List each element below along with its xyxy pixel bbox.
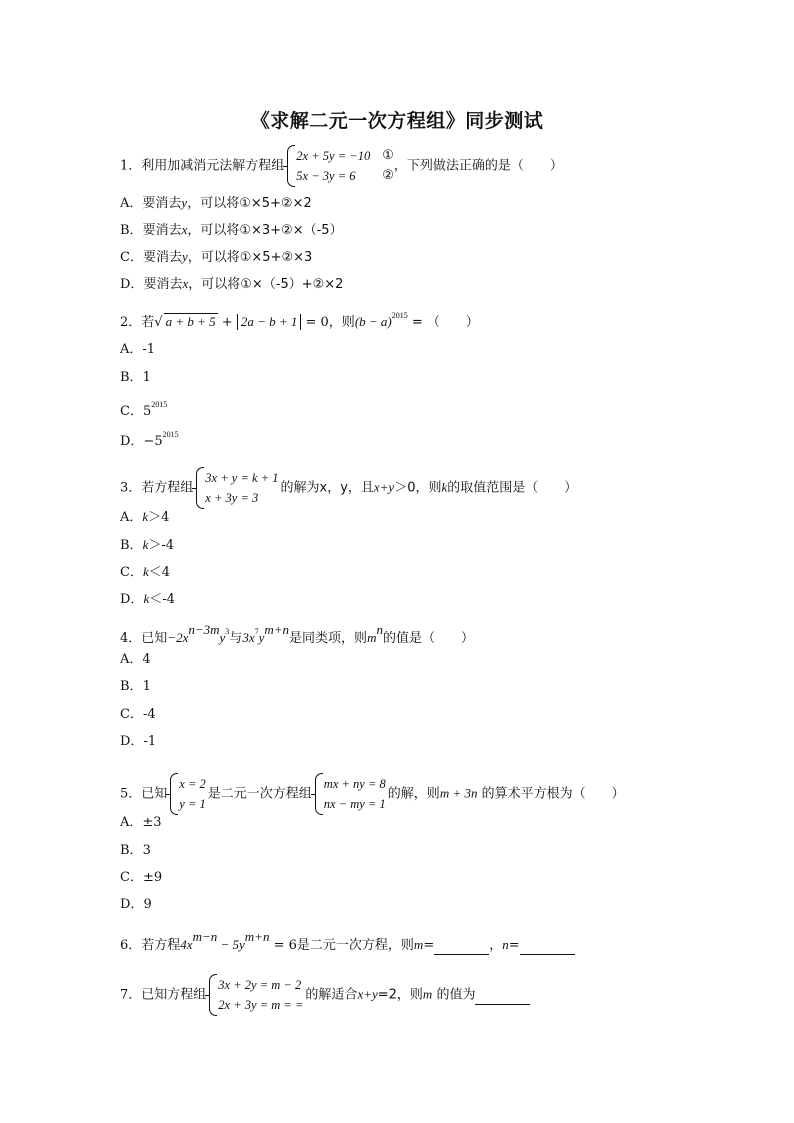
option-exponent: 2015 xyxy=(151,400,168,409)
answer-blank-m[interactable] xyxy=(434,938,489,955)
term-1-exponent: m−n xyxy=(192,929,218,944)
option-text: 1 xyxy=(142,370,151,385)
option-var: x xyxy=(182,276,189,291)
option-text: ＜-4 xyxy=(149,592,175,607)
option-var: k xyxy=(142,537,149,552)
term-1-y-exponent: 3 xyxy=(225,627,230,636)
option-b xyxy=(120,222,343,239)
solution-y: y = 1 xyxy=(179,797,206,811)
absolute-value: 2a − b + 1 xyxy=(237,314,302,330)
question-stem: ＞0，则 xyxy=(394,480,442,496)
option-text: ＞-4 xyxy=(148,538,175,553)
question-stem-end: 的算术平方根为（ ） xyxy=(477,786,625,802)
question-stem: 与 xyxy=(229,631,243,646)
option-c xyxy=(120,397,167,420)
option-c xyxy=(120,564,170,581)
option-exponent: 2015 xyxy=(162,430,179,439)
question-stem: ，则 xyxy=(328,315,355,330)
question-stem: 已知 xyxy=(141,631,168,646)
option-a xyxy=(120,195,312,212)
question-stem-end: ，下列做法正确的是（ ） xyxy=(393,158,563,174)
term-1: 4x xyxy=(180,937,193,952)
solution-x: x = 2 xyxy=(179,777,206,791)
option-c xyxy=(120,707,156,723)
equation-1: 3x + y = k + 1 xyxy=(205,471,279,485)
power-exponent: n xyxy=(376,622,383,637)
option-c xyxy=(120,249,312,266)
question-number: 3． xyxy=(120,480,142,496)
question-stem: 的解为x，y，且 xyxy=(280,480,374,496)
question-stem: 已知方程组 xyxy=(141,987,207,1003)
option-c xyxy=(120,870,162,886)
option-a xyxy=(120,509,169,526)
question-number: 1． xyxy=(120,158,142,174)
option-label: D． xyxy=(120,734,144,749)
question-number: 6． xyxy=(120,938,142,953)
variable-n: n xyxy=(502,937,509,952)
option-text: 1 xyxy=(142,679,151,694)
question-number: 2． xyxy=(120,315,142,330)
separator: ， xyxy=(489,938,503,953)
option-text: ，可以将①×（-5）+②×2 xyxy=(188,277,344,292)
option-text: 9 xyxy=(143,897,152,912)
equals-zero: = 0 xyxy=(301,315,329,330)
option-text: ±9 xyxy=(142,870,163,885)
option-label: D． xyxy=(120,592,144,607)
option-label: D． xyxy=(120,434,144,449)
question-1 xyxy=(120,146,563,186)
option-label: A． xyxy=(120,815,143,830)
question-6 xyxy=(120,929,575,955)
sqrt-sign: √ xyxy=(154,315,163,330)
option-text: -1 xyxy=(143,734,157,749)
question-stem: =2，则 xyxy=(377,987,423,1003)
equation-system xyxy=(209,975,303,1015)
option-var: k xyxy=(142,509,149,524)
option-text: ＜4 xyxy=(148,565,171,580)
option-text: 要消去 xyxy=(143,277,183,292)
option-label: C． xyxy=(120,404,143,419)
variable-k: k xyxy=(441,479,448,495)
option-label: D． xyxy=(120,277,144,292)
equation-system xyxy=(196,468,278,508)
condition-expr: x+y xyxy=(373,479,395,495)
equals-sign: = xyxy=(508,938,520,953)
solution-system xyxy=(170,774,205,814)
question-stem-end: 的值为 xyxy=(432,987,476,1003)
option-label: A． xyxy=(120,510,143,525)
option-a xyxy=(120,342,155,358)
option-text: -1 xyxy=(142,342,156,357)
option-var: y xyxy=(181,249,188,264)
equation-2: 5x − 3y = 6 xyxy=(296,169,356,183)
power-exponent: 2015 xyxy=(391,311,408,320)
option-d xyxy=(120,734,156,750)
answer-blank[interactable] xyxy=(475,988,530,1005)
option-text: ，可以将①×5+②×2 xyxy=(187,196,312,211)
condition-expr: x+y xyxy=(357,986,378,1002)
option-label: C． xyxy=(120,707,143,722)
power-base: (b − a) xyxy=(354,314,392,329)
question-stem-end: = （ ） xyxy=(407,315,479,330)
option-text: 要消去 xyxy=(142,250,182,265)
equation-marks xyxy=(382,146,394,186)
option-label: B． xyxy=(120,370,143,385)
option-text: 5 xyxy=(142,404,152,419)
option-var: y xyxy=(181,195,188,210)
option-b xyxy=(120,679,151,695)
option-label: B． xyxy=(120,679,143,694)
option-d xyxy=(120,427,179,450)
term-2-exponent: m+n xyxy=(244,929,270,944)
option-d xyxy=(120,276,343,293)
option-d xyxy=(120,591,175,608)
option-label: A． xyxy=(120,342,143,357)
question-stem-end: 的取值范围是（ ） xyxy=(447,480,578,496)
term-1-exponent: n−3m xyxy=(188,622,220,637)
term-2-y: y xyxy=(258,630,265,645)
question-3 xyxy=(120,468,577,508)
option-label: C． xyxy=(120,870,143,885)
question-stem: 的解，则 xyxy=(387,786,440,802)
term-2: − 5y xyxy=(217,937,245,952)
question-stem: 利用加减消元法解方程组 xyxy=(141,158,285,174)
option-text: 3 xyxy=(142,843,151,858)
option-text: ±3 xyxy=(142,815,162,830)
option-label: A． xyxy=(120,652,143,667)
question-stem: 若方程 xyxy=(141,938,181,953)
option-var: k xyxy=(142,564,149,579)
term-2-y-exponent: m+n xyxy=(264,622,290,637)
question-stem: 的解适合 xyxy=(305,987,358,1003)
question-stem: 是二元一次方程，则 xyxy=(296,938,414,953)
mark-2: ② xyxy=(382,168,394,183)
question-4 xyxy=(120,622,474,647)
page-title: 《求解二元一次方程组》同步测试 xyxy=(250,110,544,132)
question-stem: 若方程组 xyxy=(141,480,194,496)
option-text: ，可以将①×5+②×3 xyxy=(187,250,313,265)
equation-2: x + 3y = 3 xyxy=(205,491,259,505)
question-5 xyxy=(120,774,625,814)
option-label: A． xyxy=(120,196,143,211)
question-stem: 已知 xyxy=(141,786,168,802)
option-a xyxy=(120,652,151,668)
option-label: C． xyxy=(120,250,143,265)
variable-m: m xyxy=(422,986,433,1002)
option-a xyxy=(120,815,162,831)
question-stem: 若 xyxy=(141,315,155,330)
option-text: ＞4 xyxy=(148,510,170,525)
option-label: B． xyxy=(120,538,143,553)
question-2 xyxy=(120,308,479,331)
term-2: 3x xyxy=(242,630,255,645)
option-b xyxy=(120,370,151,386)
option-label: D． xyxy=(120,897,144,912)
question-number: 5． xyxy=(120,786,142,802)
term-1-y: y xyxy=(219,630,226,645)
equals-six: = 6 xyxy=(269,938,297,953)
option-b xyxy=(120,537,174,554)
question-number: 4． xyxy=(120,631,142,646)
option-text: ，可以将①×3+②×（-5） xyxy=(187,223,343,238)
answer-blank-n[interactable] xyxy=(520,938,575,955)
question-stem-end: 的值是（ ） xyxy=(382,631,474,646)
equation-1: mx + ny = 8 xyxy=(323,777,386,791)
question-7 xyxy=(120,975,530,1015)
expression: m + 3n xyxy=(439,785,478,801)
question-number: 7． xyxy=(120,987,142,1003)
option-var: x xyxy=(181,222,188,237)
question-stem: 是二元一次方程组 xyxy=(207,786,312,802)
option-d xyxy=(120,897,152,913)
option-label: B． xyxy=(120,223,143,238)
equation-system xyxy=(287,146,370,186)
equation-system xyxy=(315,774,386,814)
equals-sign: = xyxy=(423,938,435,953)
option-var: k xyxy=(143,591,150,606)
option-text: 4 xyxy=(142,652,151,667)
equation-2: 2x + 3y = m = = xyxy=(218,998,304,1012)
mark-1: ① xyxy=(382,148,394,163)
power-base: m xyxy=(367,630,377,645)
option-label: B． xyxy=(120,843,143,858)
option-text: 要消去 xyxy=(142,196,182,211)
option-text: −5 xyxy=(143,434,163,449)
equation-1: 3x + 2y = m − 2 xyxy=(218,978,302,992)
option-text: 要消去 xyxy=(142,223,182,238)
term-1: −2x xyxy=(167,630,189,645)
question-stem: 是同类项，则 xyxy=(289,631,368,646)
plus-sign: + xyxy=(217,315,237,330)
equation-1: 2x + 5y = −10 xyxy=(296,149,371,163)
equation-2: nx − my = 1 xyxy=(323,797,386,811)
variable-m: m xyxy=(413,937,424,952)
term-2-exponent: 7 xyxy=(254,627,259,636)
sqrt-radicand: a + b + 5 xyxy=(165,314,216,329)
option-text: -4 xyxy=(142,707,156,722)
option-label: C． xyxy=(120,565,143,580)
option-b xyxy=(120,843,151,859)
